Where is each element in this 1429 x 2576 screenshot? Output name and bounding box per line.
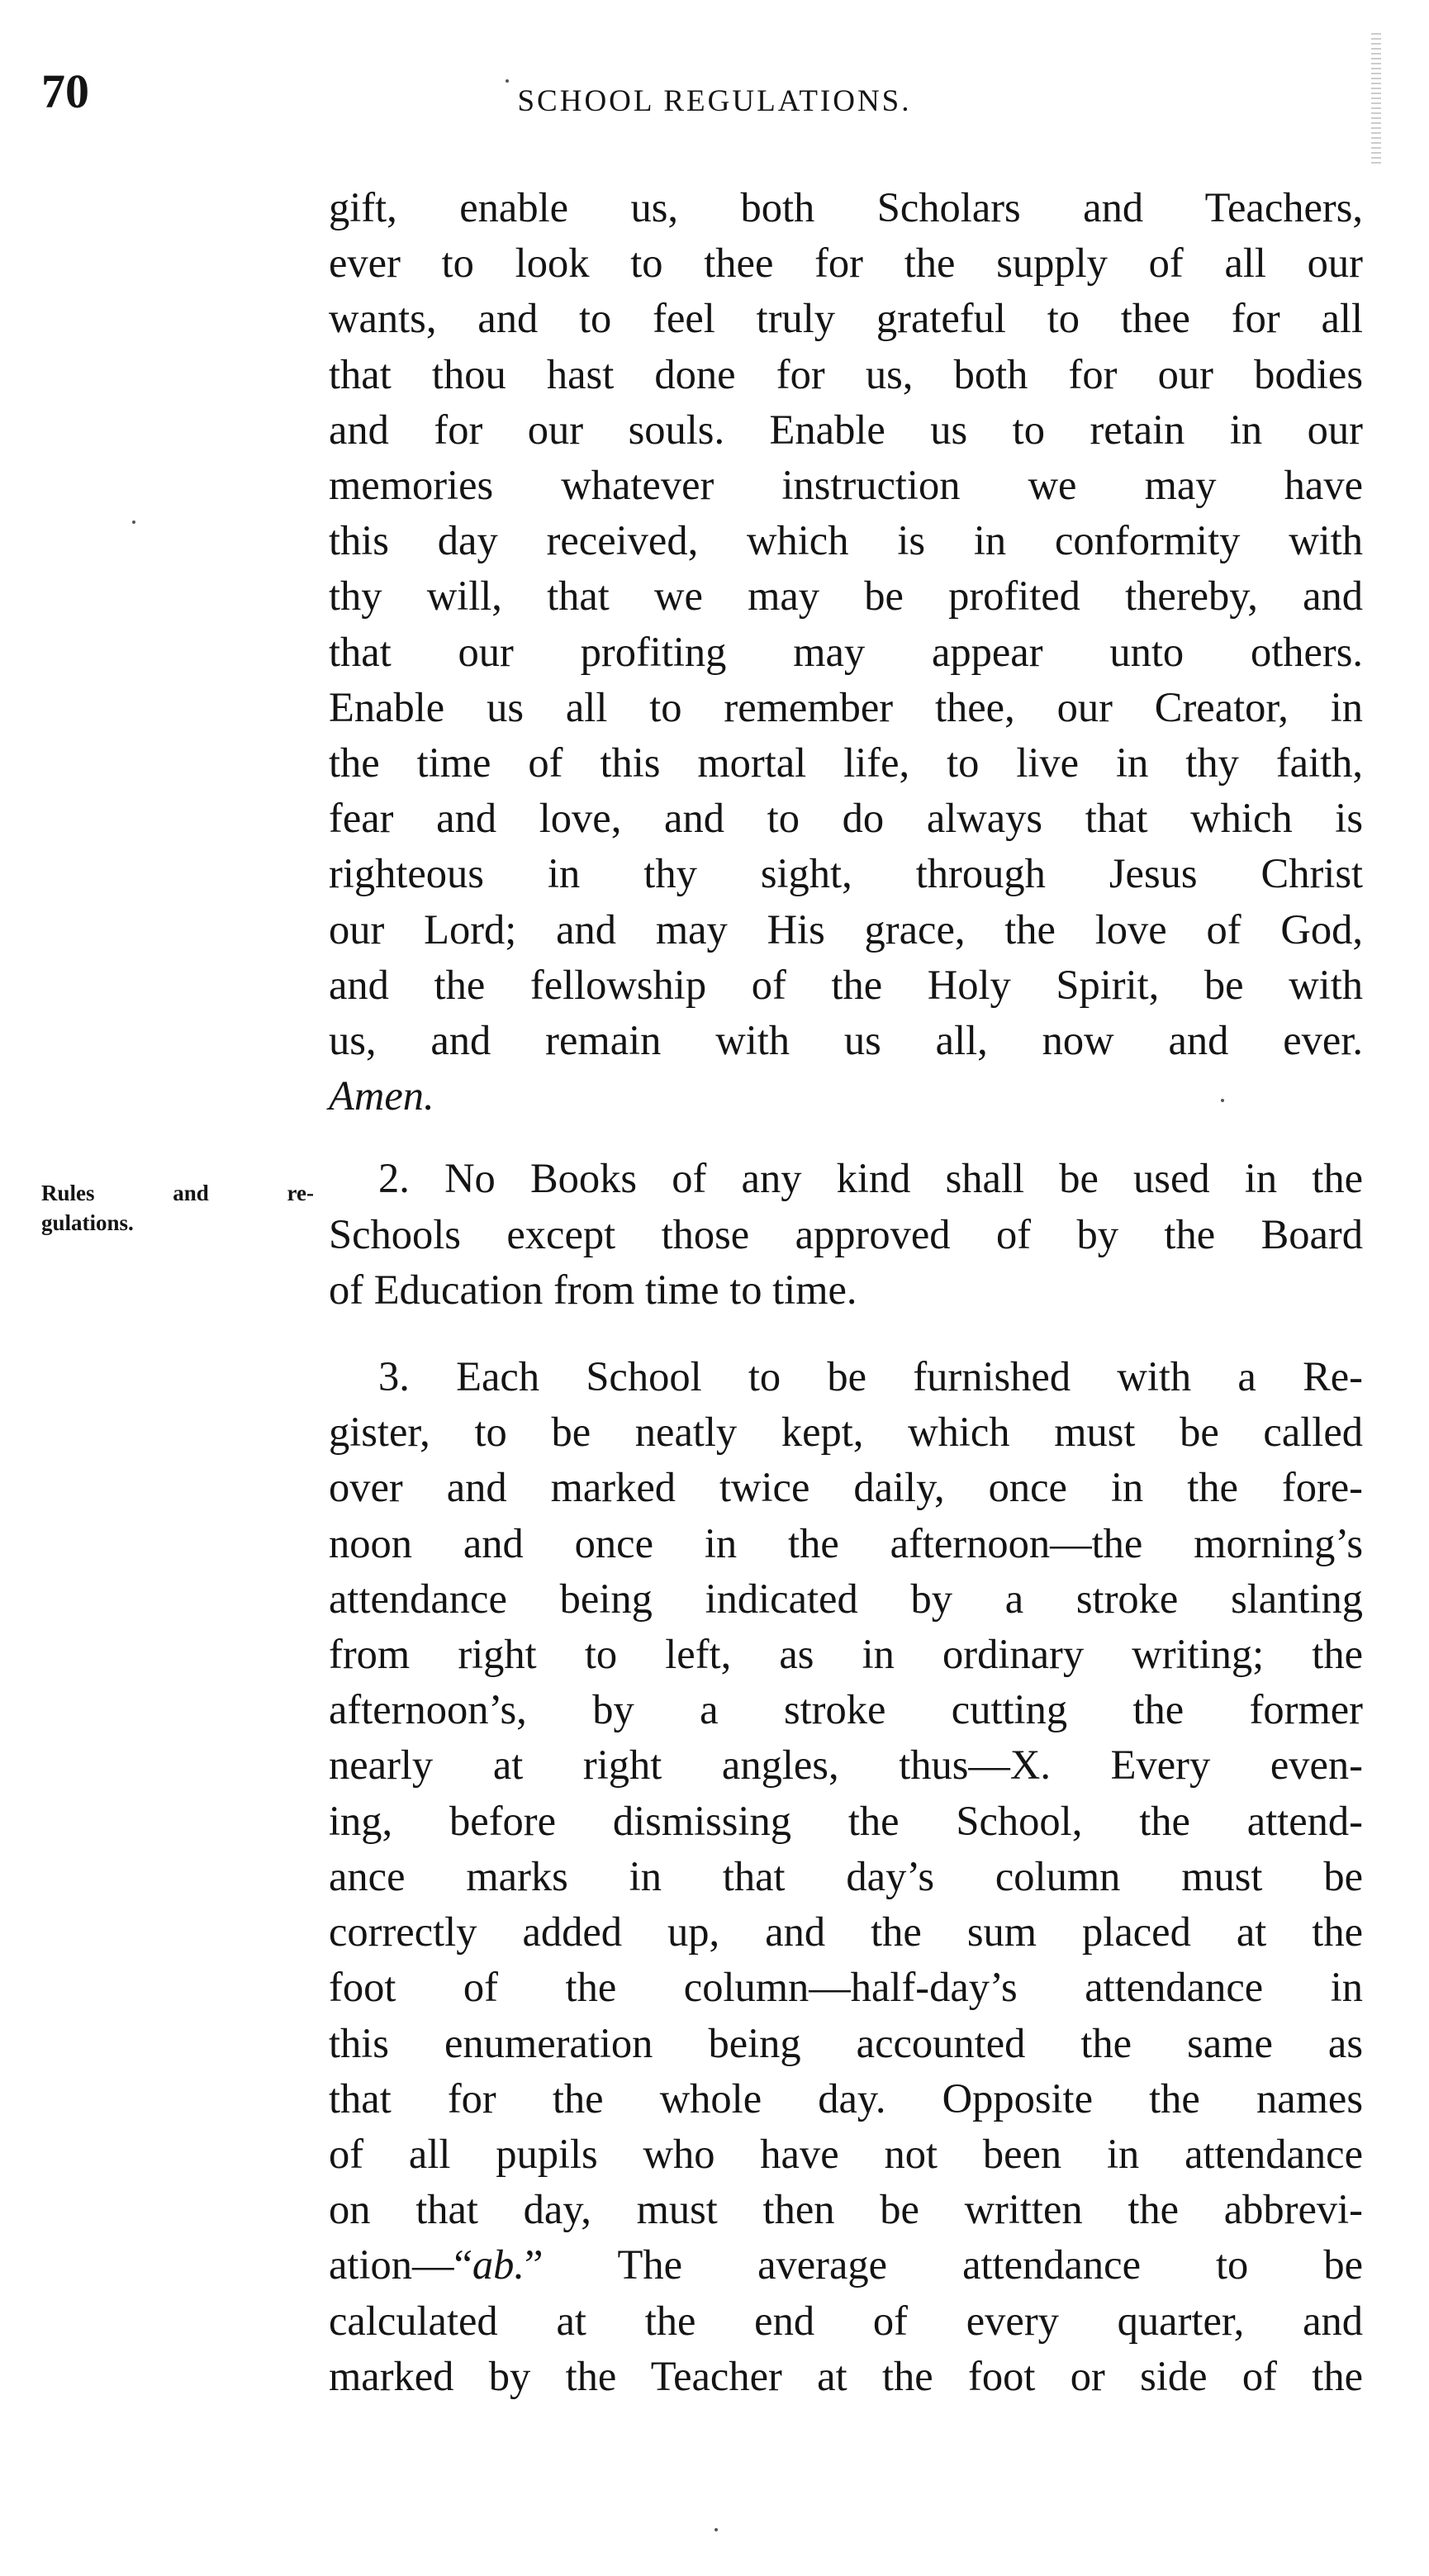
text-line: afternoon’s, by a stroke cutting the former xyxy=(329,1686,1363,1733)
text-line: the time of this mortal life, to live in thy faith, xyxy=(329,739,1363,787)
text-line xyxy=(329,2237,1363,2293)
text-span: ” The average attendance to be xyxy=(525,2241,1363,2288)
print-speck xyxy=(714,2528,718,2531)
abbreviation-italic: ab. xyxy=(472,2241,525,2288)
text-line: over and marked twice daily, once in the fore- xyxy=(329,1464,1363,1511)
text-line: 2. No Books of any kind shall be used in the xyxy=(378,1155,1363,1202)
print-speck xyxy=(1221,1099,1224,1102)
text-line: and the fellowship of the Holy Spirit, be with xyxy=(329,961,1363,1008)
text-line: Enable us all to remember thee, our Creator, in xyxy=(329,683,1363,730)
text-line: attendance being indicated by a stroke slanting xyxy=(329,1575,1363,1622)
print-speck xyxy=(132,520,135,524)
paragraph-prayer xyxy=(329,180,1363,1124)
side-note xyxy=(41,1178,314,1238)
text-line: that thou hast done for us, both for our bodies xyxy=(329,350,1363,397)
text-line: that our profiting may appear unto others. xyxy=(329,628,1363,675)
text-line: ing, before dismissing the School, the attend- xyxy=(329,1797,1363,1844)
text-line: that for the whole day. Opposite the names xyxy=(329,2075,1363,2122)
text-line: of Education from time to time. xyxy=(329,1266,857,1313)
text-line: of all pupils who have not been in attendance xyxy=(329,2130,1363,2177)
paragraph-rule-3 xyxy=(329,1349,1363,2404)
text-line: on that day, must then be written the abbrevi- xyxy=(329,2186,1363,2233)
text-line: gister, to be neatly kept, which must be called xyxy=(329,1409,1363,1456)
text-line: righteous in thy sight, through Jesus Christ xyxy=(329,850,1363,897)
text-line: correctly added up, and the sum placed at the xyxy=(329,1908,1363,1956)
text-line: wants, and to feel truly grateful to thee for all xyxy=(329,295,1363,342)
text-line: 3. Each School to be furnished with a Re- xyxy=(378,1353,1363,1400)
text-line: ance marks in that day’s column must be xyxy=(329,1852,1363,1899)
text-line-amen xyxy=(329,1068,1363,1124)
text-line: nearly at right angles, thus—X. Every even- xyxy=(329,1742,1363,1789)
side-note-line: gulations. xyxy=(41,1210,134,1235)
text-line: foot of the column—half-day’s attendance in xyxy=(329,1964,1363,2011)
text-span: ation—“ xyxy=(329,2241,472,2288)
text-line: calculated at the end of every quarter, and xyxy=(329,2297,1363,2344)
binding-edge-marks xyxy=(1371,33,1381,165)
paragraph-rule-2 xyxy=(329,1151,1363,1318)
text-line: memories whatever instruction we may have xyxy=(329,462,1363,509)
side-note-line: Rules and re- xyxy=(41,1181,314,1205)
text-line: gift, enable us, both Scholars and Teachers, xyxy=(329,184,1363,231)
text-line: ever to look to thee for the supply of all our xyxy=(329,240,1363,287)
page-number: 70 xyxy=(41,64,89,118)
text-line: us, and remain with us all, now and ever. xyxy=(329,1017,1363,1064)
text-line: our Lord; and may His grace, the love of God, xyxy=(329,905,1363,953)
text-line: marked by the Teacher at the foot or side of the xyxy=(329,2352,1363,2399)
text-line: this enumeration being accounted the same as xyxy=(329,2019,1363,2066)
text-line: thy will, that we may be profited thereby, and xyxy=(329,573,1363,620)
text-line: and for our souls. Enable us to retain in our xyxy=(329,406,1363,453)
text-line: Schools except those approved of by the Board xyxy=(329,1210,1363,1257)
text-line: fear and love, and to do always that which is xyxy=(329,795,1363,842)
amen-italic: Amen. xyxy=(329,1072,434,1119)
text-line: this day received, which is in conformity with xyxy=(329,517,1363,564)
running-head: SCHOOL REGULATIONS. xyxy=(517,84,912,118)
print-speck xyxy=(506,79,509,83)
body-text xyxy=(329,180,1363,2404)
text-line: noon and once in the afternoon—the morning’s xyxy=(329,1519,1363,1566)
text-line: from right to left, as in ordinary writing; the xyxy=(329,1631,1363,1678)
